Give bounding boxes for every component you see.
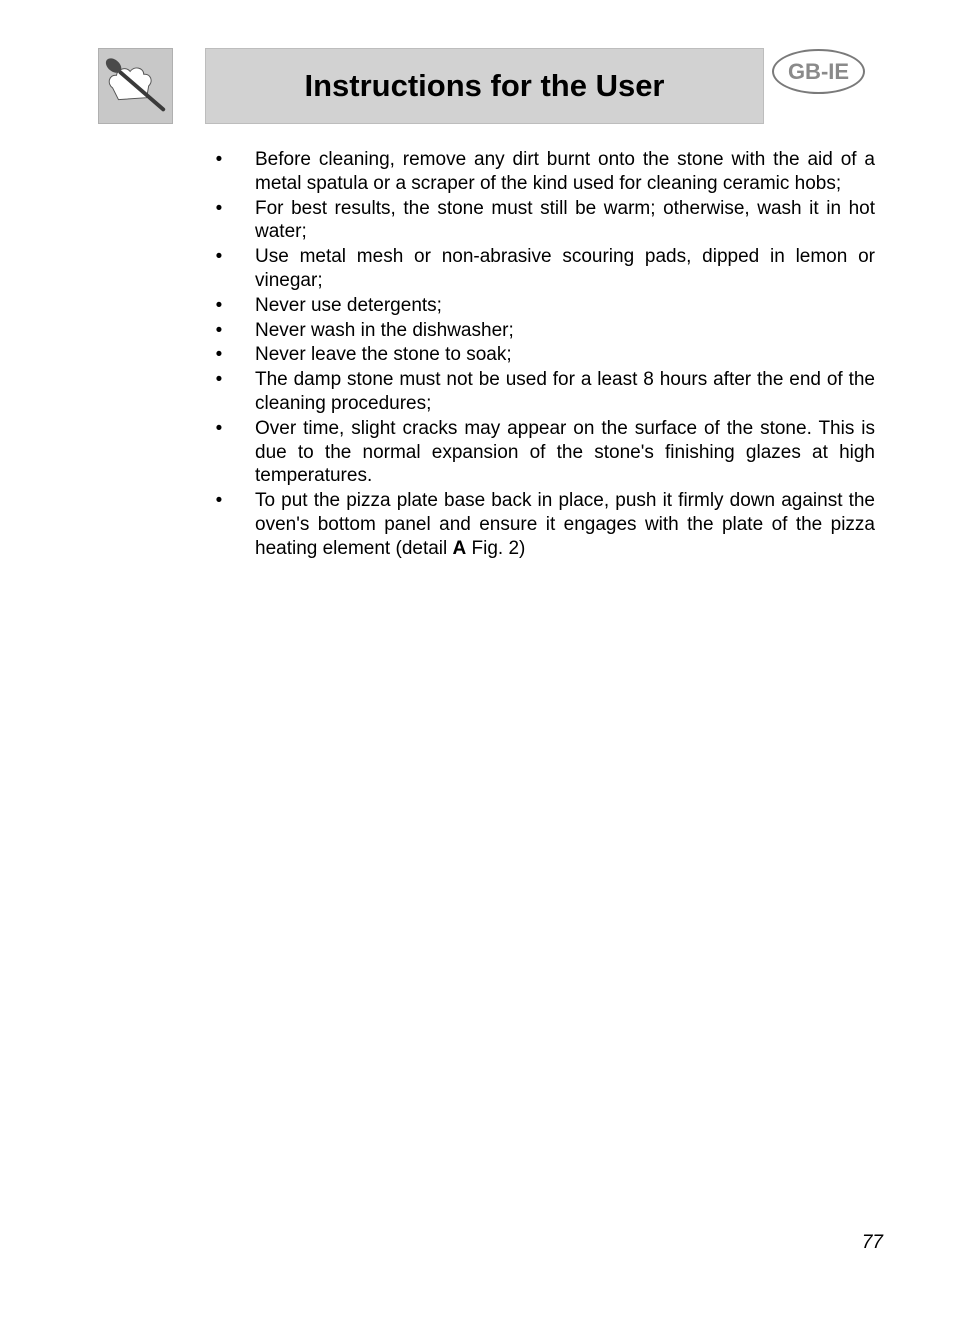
bullet-icon: • [215, 417, 223, 439]
instructions-content [212, 148, 875, 562]
list-item [212, 368, 875, 416]
bullet-icon: • [215, 369, 223, 391]
list-item [212, 319, 875, 343]
list-item-text-end: Fig. 2) [466, 537, 526, 559]
language-badge [772, 49, 865, 94]
bullet-icon: • [215, 197, 223, 219]
list-item [212, 294, 875, 318]
list-item-text: Use metal mesh or non-abrasive scouring pads, dipped in lemon or vinegar; [255, 246, 875, 291]
language-badge-label: GB-IE [787, 58, 850, 84]
logo [98, 48, 173, 124]
bullet-icon: • [215, 294, 223, 316]
list-item-text: For best results, the stone must still be warm; otherwise, wash it in hot water; [255, 197, 875, 243]
list-item [212, 197, 875, 245]
spoon-chef-hat-icon [99, 49, 172, 123]
list-item [212, 343, 875, 367]
list-item [212, 489, 875, 560]
bullet-icon: • [215, 344, 223, 366]
page-number: 77 [861, 1232, 883, 1253]
detail-label: A [452, 537, 467, 559]
list-item-text: Never wash in the dishwasher; [255, 319, 514, 341]
bullet-icon: • [215, 319, 223, 341]
list-item-text: Before cleaning, remove any dirt burnt onto the stone with the aid of a metal spatula or a scraper of the kind used for cleaning ceramic hobs; [255, 149, 875, 194]
bullet-icon: • [215, 490, 223, 512]
list-item-text: The damp stone must not be used for a least 8 hours after the end of the cleaning procedures; [255, 369, 875, 414]
instruction-list [212, 148, 875, 561]
bullet-icon: • [215, 149, 223, 170]
list-item [212, 417, 875, 488]
list-item [212, 148, 875, 196]
list-item-text: Never use detergents; [255, 294, 442, 316]
list-item-text: Over time, slight cracks may appear on the surface of the stone. This is due to the normal expansion of the stone's finishing glazes at high temperatures. [255, 417, 875, 487]
title-bar [205, 48, 764, 124]
page-title: Instructions for the User [304, 68, 665, 103]
list-item-text: Never leave the stone to soak; [255, 344, 512, 366]
list-item [212, 245, 875, 293]
bullet-icon: • [215, 246, 223, 268]
list-item-text-start: To put the pizza plate base back in place, push it firmly down against the oven's bottom panel and ensure it engages with the plate of the pizza heating element (detail [255, 490, 875, 559]
